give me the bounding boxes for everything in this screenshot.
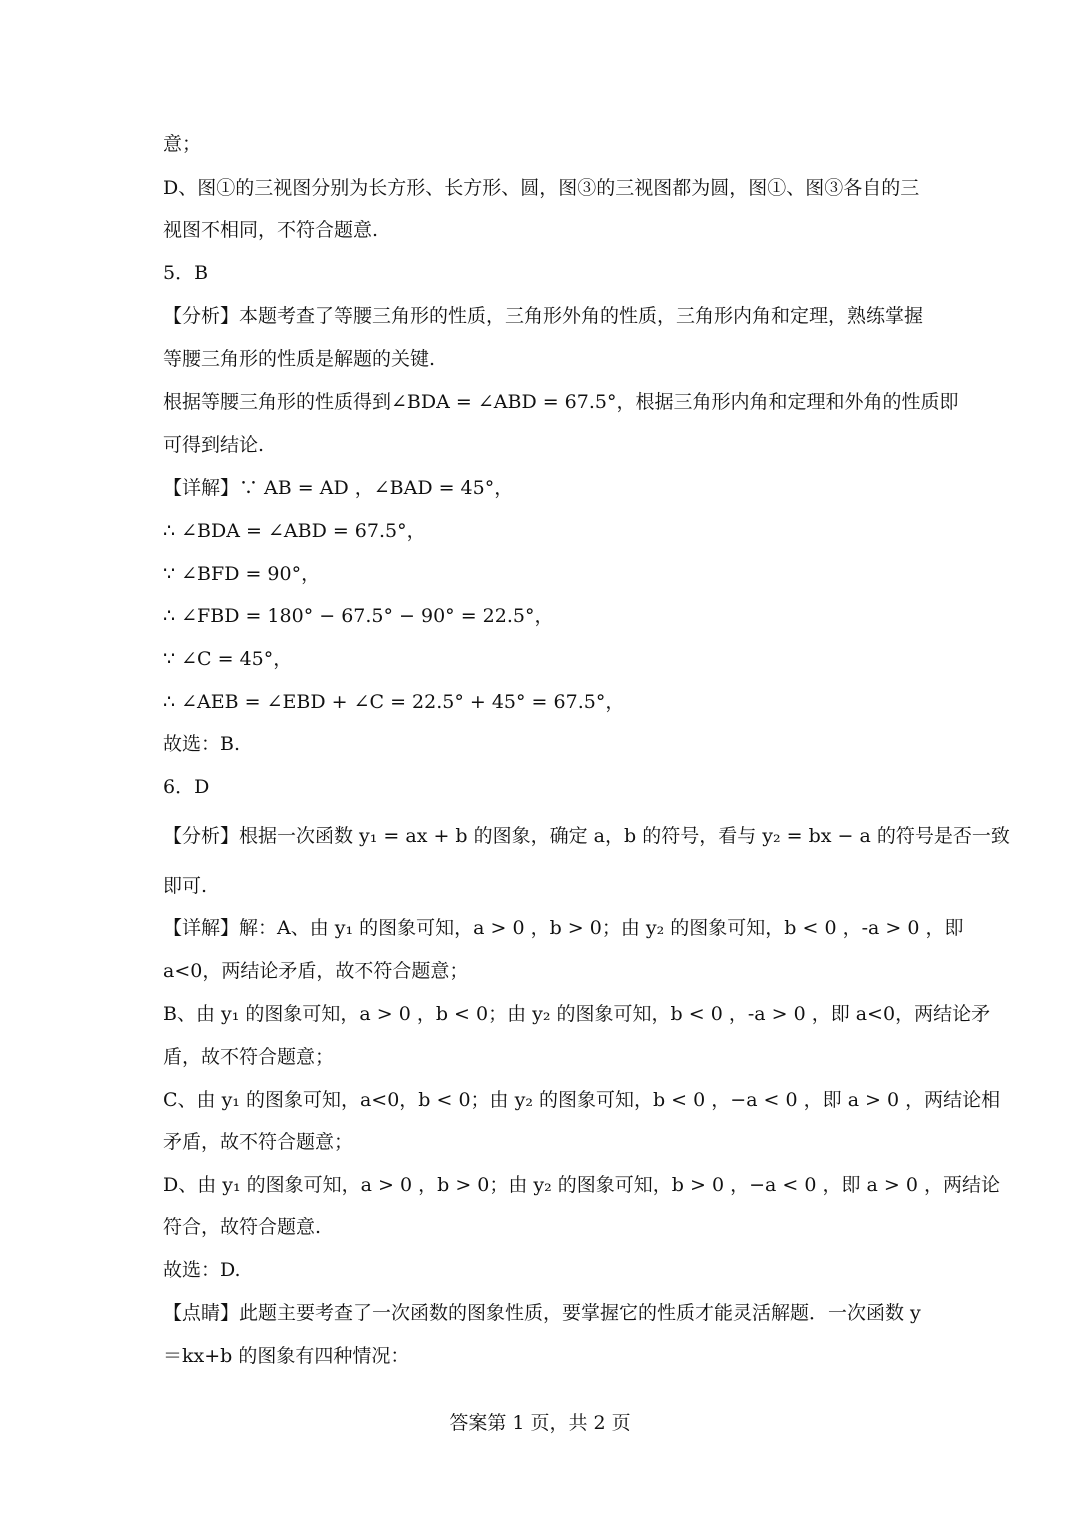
math-step: ∵ ∠BFD = 90°，	[163, 563, 321, 585]
text-line: B、由 y₁ 的图象可知，a > 0 ，b < 0；由 y₂ 的图象可知，b < 0 ，-a > 0 ，即 a<0，两结论矛	[163, 1003, 991, 1025]
text-line: 意；	[163, 133, 202, 155]
text-line: a<0，两结论矛盾，故不符合题意；	[163, 960, 469, 982]
detail-line: 【详解】∵ AB = AD ，∠BAD = 45°，	[163, 477, 514, 499]
math-step: ∴ ∠AEB = ∠EBD + ∠C = 22.5° + 45° = 67.5°，	[163, 691, 625, 713]
detail-line: 【详解】解：A、由 y₁ 的图象可知，a > 0 ，b > 0；由 y₂ 的图象可知，b < 0 ，-a > 0 ，即	[163, 917, 964, 939]
page-footer: 答案第 1 页，共 2 页	[449, 1412, 631, 1434]
answer-choice: 故选：D.	[163, 1259, 241, 1281]
math-step: ∴ ∠FBD = 180° − 67.5° − 90° = 22.5°，	[163, 605, 554, 627]
text-line: 盾，故不符合题意；	[163, 1046, 335, 1068]
text-line: D、由 y₁ 的图象可知，a > 0 ，b > 0；由 y₂ 的图象可知，b > 0 ，−a < 0 ，即 a > 0 ，两结论	[163, 1174, 1000, 1196]
text-line: ＝kx+b 的图象有四种情况：	[163, 1345, 410, 1367]
math-step: ∵ ∠C = 45°，	[163, 648, 293, 670]
text-line: D、图①的三视图分别为长方形、长方形、圆，图③的三视图都为圆，图①、图③各自的三	[163, 177, 920, 199]
question-number: 5．B	[163, 262, 209, 284]
text-line: 可得到结论.	[163, 434, 265, 456]
text-line: 符合，故符合题意.	[163, 1216, 322, 1238]
text-line: 根据等腰三角形的性质得到∠BDA = ∠ABD = 67.5°，根据三角形内角和定理和外角的性质即	[163, 391, 959, 413]
text-line: 视图不相同，不符合题意.	[163, 219, 379, 241]
text-line: 等腰三角形的性质是解题的关键.	[163, 348, 436, 370]
text-line: 矛盾，故不符合题意；	[163, 1131, 354, 1153]
math-step: ∴ ∠BDA = ∠ABD = 67.5°，	[163, 520, 426, 542]
analysis-line: 【分析】根据一次函数 y₁ = ax + b 的图象，确定 a，b 的符号，看与 y₂ = bx − a 的符号是否一致	[163, 825, 1010, 847]
comment-line: 【点睛】此题主要考查了一次函数的图象性质，要掌握它的性质才能灵活解题．一次函数 y	[163, 1302, 921, 1324]
analysis-line: 【分析】本题考查了等腰三角形的性质，三角形外角的性质，三角形内角和定理，熟练掌握	[163, 305, 924, 327]
question-number: 6．D	[163, 776, 210, 798]
answer-choice: 故选：B.	[163, 733, 241, 755]
text-line: C、由 y₁ 的图象可知，a<0，b < 0；由 y₂ 的图象可知，b < 0 ，−a < 0 ，即 a > 0 ，两结论相	[163, 1089, 1001, 1111]
text-line: 即可.	[163, 875, 208, 897]
